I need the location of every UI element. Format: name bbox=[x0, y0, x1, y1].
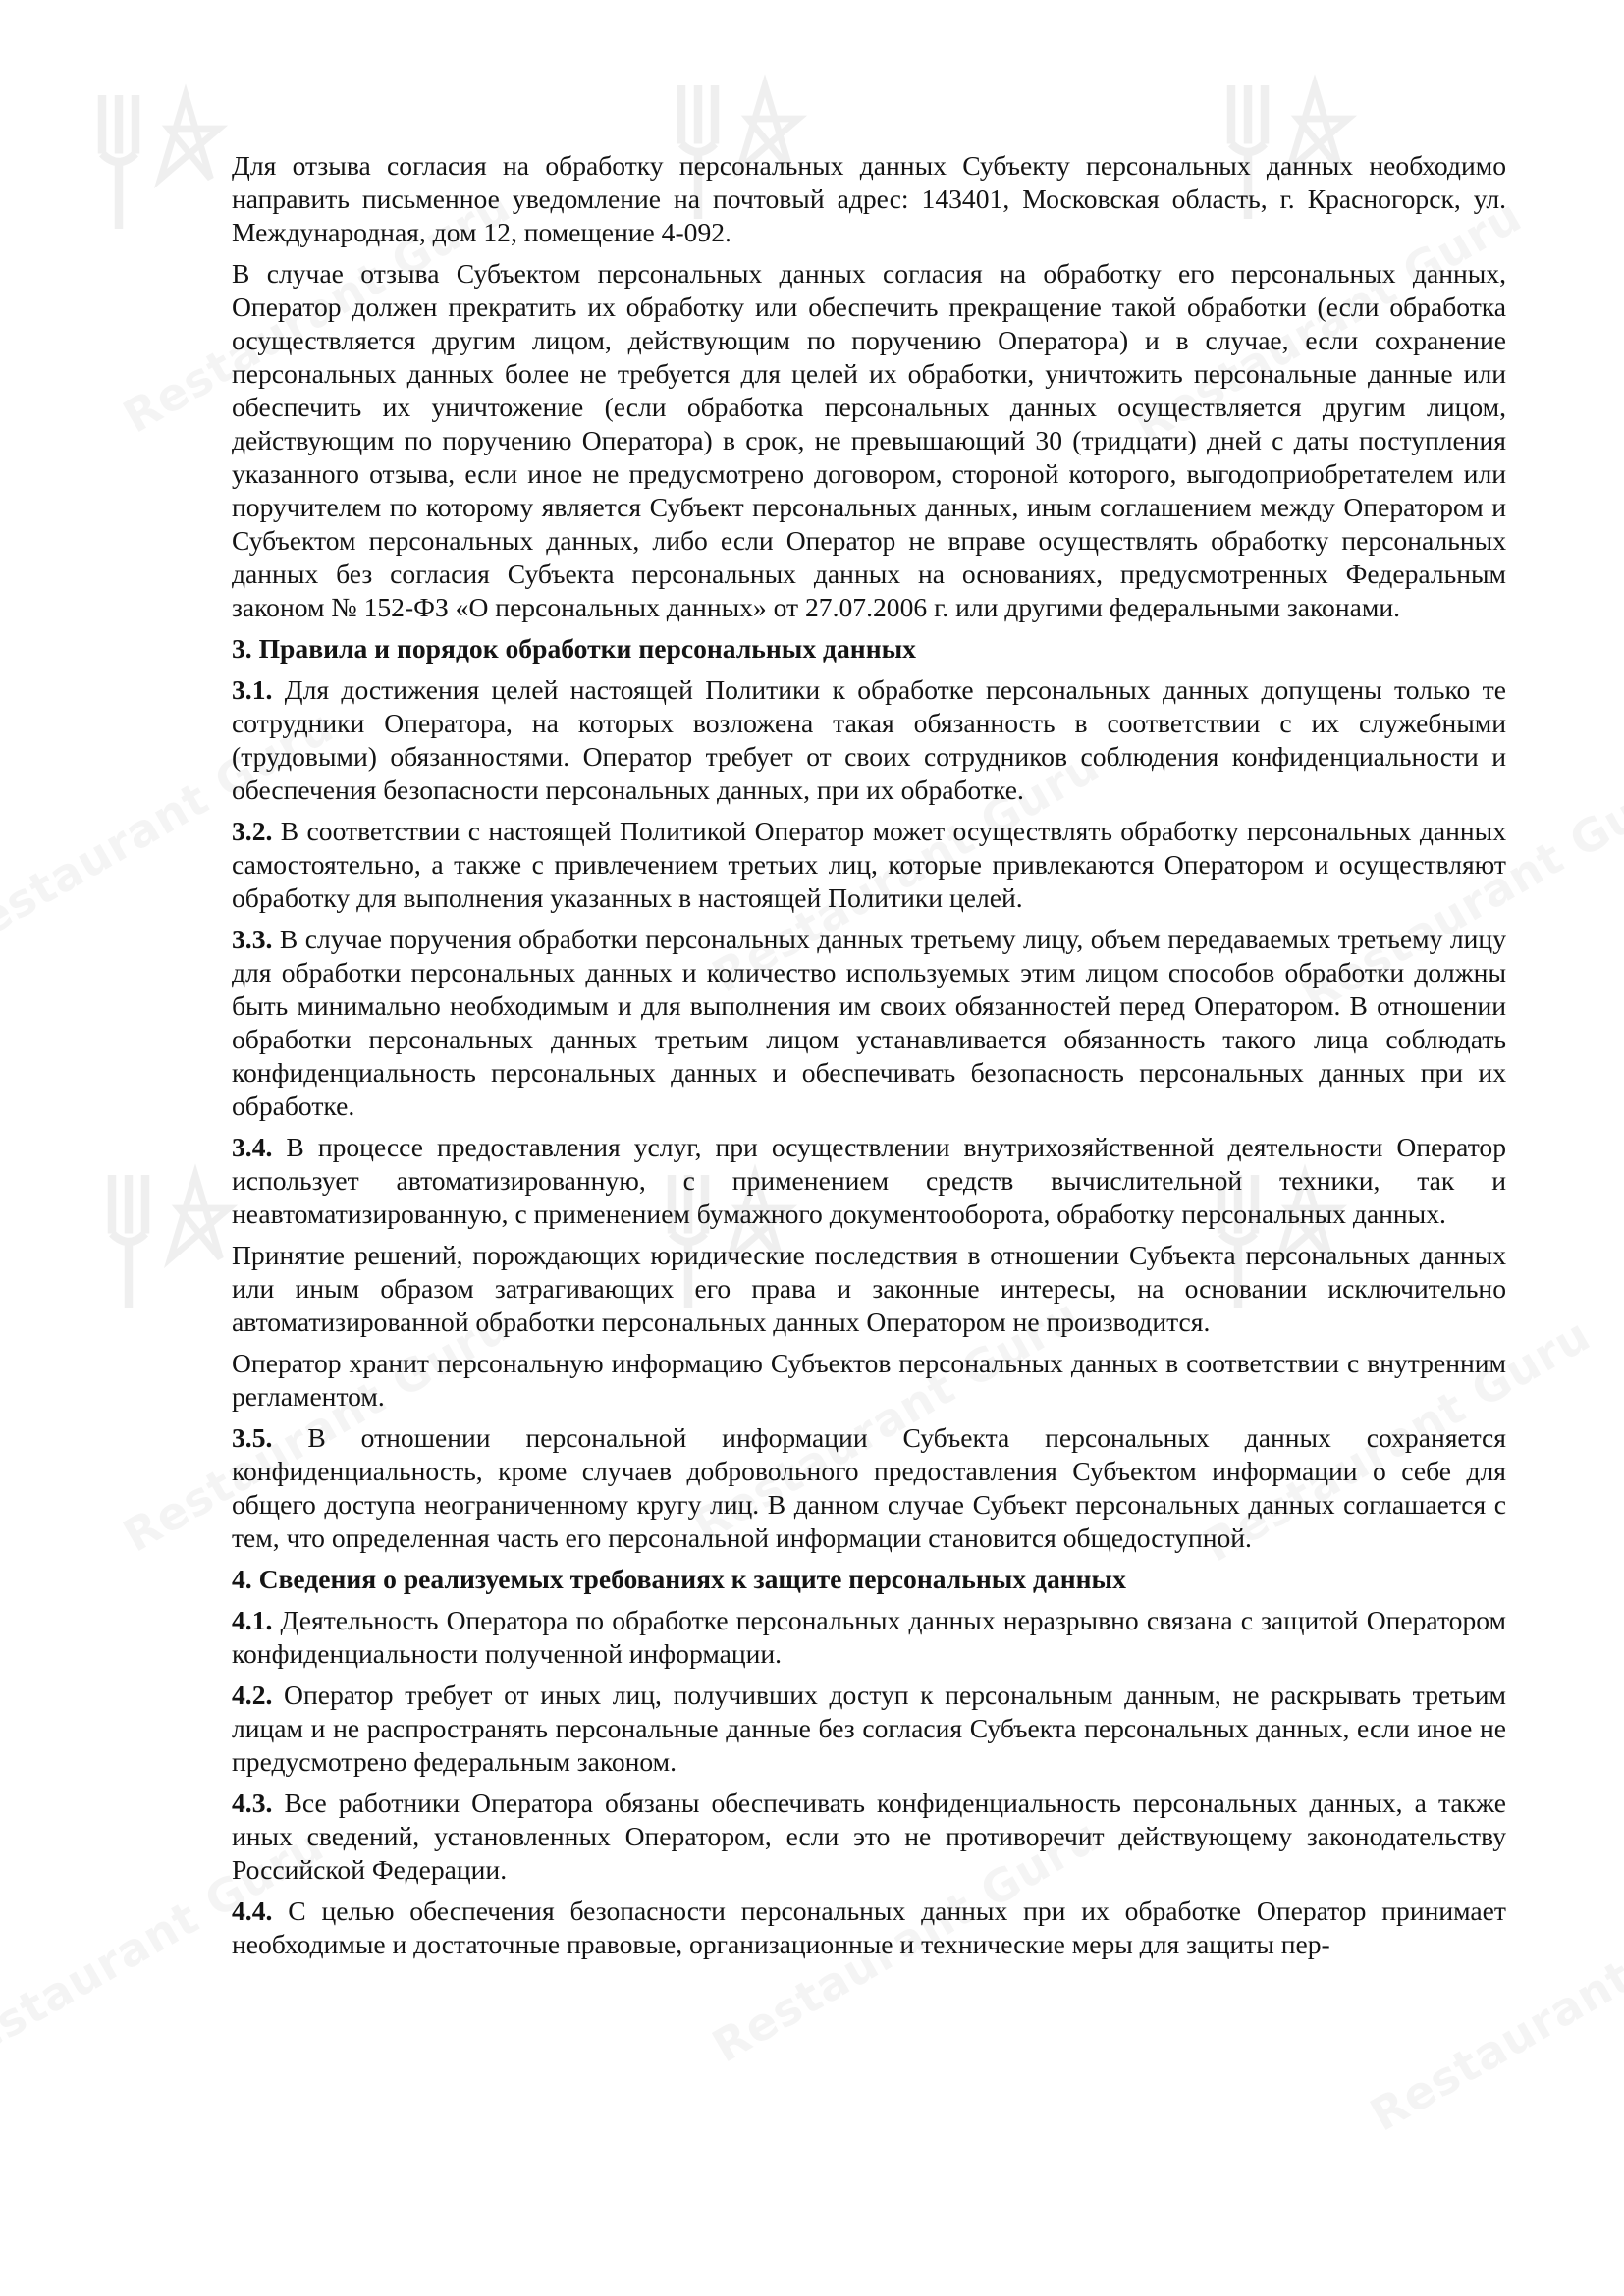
clause-4-3 bbox=[232, 1787, 1506, 1887]
restaurant-guru-logo-icon bbox=[69, 79, 236, 245]
restaurant-guru-logo-icon bbox=[79, 1158, 245, 1325]
clause-text: В случае поручения обработки персональных данных третьему лицу, объем передаваемых третьему лицу для обработки персональных данных и количество используемых этим лицом способов обработки должны быть минимально необходимым и для выполнения им своих обязанностей перед Оператором. В отношении обработки персональных данных третьим лицом устанавливается обязанность такого лица соблюдать конфиденциальность персональных данных и обеспечивать безопасность персональных данных при их обработке. bbox=[232, 924, 1506, 1121]
clause-4-4 bbox=[232, 1895, 1506, 1961]
paragraph-automated-decisions: Принятие решений, порождающих юридические последствия в отношении Субъекта персональных данных или иным образом затрагивающих его права и законные интересы, на основании исключительно автоматизированной обработки персональных данных Оператором не производится. bbox=[232, 1240, 1506, 1337]
clause-3-3 bbox=[232, 923, 1506, 1123]
clause-text: Оператор требует от иных лиц, получивших доступ к персональным данным, не раскрывать третьим лицам и не распространять персональные данные без согласия Субъекта персональных данных, если иное не предусмотрено федеральным законом. bbox=[232, 1680, 1506, 1777]
clause-text: В отношении персональной информации Субъекта персональных данных сохраняется конфиденциальность, кроме случаев добровольного предоставления Субъектом информации о себе для общего доступа неограниченному кругу лиц. В данном случае Субъект персональных данных соглашается с тем, что определенная часть его персональной информации становится общедоступной. bbox=[232, 1422, 1506, 1553]
paragraph-consent-withdrawal-address: Для отзыва согласия на обработку персональных данных Субъекту персональных данных необходимо направить письменное уведомление на почтовый адрес: 143401, Московская область, г. Красногорск, ул. Международная, дом 12, помещение 4-092. bbox=[232, 150, 1506, 247]
clause-text: Деятельность Оператора по обработке персональных данных неразрывно связана с защитой Оператором конфиденциальности полученной информации. bbox=[232, 1605, 1506, 1669]
clause-3-4 bbox=[232, 1131, 1506, 1231]
clause-number: 3.3. bbox=[232, 924, 273, 954]
clause-3-1 bbox=[232, 673, 1506, 807]
clause-number: 3.4. bbox=[232, 1132, 273, 1162]
paragraph-consent-withdrawal-consequences: В случае отзыва Субъектом персональных данных согласия на обработку его персональных данных, Оператор должен прекратить их обработку или обеспечить прекращение такой обработки (если обработка осуществляется другим лицом, действующим по поручению Оператора) и в случае, если сохранение персональных данных более не требуется для целей их обработки, уничтожить персональные данные или обеспечить их уничтожение (если обработка персональных данных осуществляется другим лицом, действующим по поручению Оператора) в срок, не превышающий 30 (тридцати) дней с даты поступления указанного отзыва, если иное не предусмотрено договором, стороной которого, выгодоприобретателем или поручителем по которому является Субъект персональных данных, иным соглашением между Оператором и Субъектом персональных данных, либо если Оператор не вправе осуществлять обработку персональных данных без согласия Субъекта персональных данных на основаниях, предусмотренных Федеральным законом № 152-ФЗ «О персональных данных» от 27.07.2006 г. или другими федеральными законами. bbox=[232, 258, 1506, 622]
clause-4-1 bbox=[232, 1604, 1506, 1671]
clause-number: 3.2. bbox=[232, 816, 273, 846]
clause-number: 4.3. bbox=[232, 1788, 273, 1818]
document-body bbox=[232, 149, 1506, 1969]
clause-number: 3.1. bbox=[232, 674, 273, 705]
section-heading-4: 4. Сведения о реализуемых требованиях к защите персональных данных bbox=[232, 1564, 1126, 1594]
clause-number: 4.2. bbox=[232, 1680, 273, 1710]
clause-text: В процессе предоставления услуг, при осуществлении внутрихозяйственной деятельности Оператор использует автоматизированную, с применением средств вычислительной техники, так и неавтоматизированную, с применением бумажного документооборота, обработку персональных данных. bbox=[232, 1132, 1506, 1229]
section-heading-3: 3. Правила и порядок обработки персональных данных bbox=[232, 633, 916, 664]
paragraph-storage: Оператор хранит персональную информацию Субъектов персональных данных в соответствии с внутренним регламентом. bbox=[232, 1348, 1506, 1412]
clause-3-2 bbox=[232, 815, 1506, 915]
clause-text: С целью обеспечения безопасности персональных данных при их обработке Оператор принимает необходимые и достаточные правовые, организационные и технические меры для защиты пер- bbox=[232, 1896, 1506, 1959]
clause-number: 4.1. bbox=[232, 1605, 273, 1635]
clause-number: 3.5. bbox=[232, 1422, 273, 1453]
clause-number: 4.4. bbox=[232, 1896, 273, 1926]
clause-text: В соответствии с настоящей Политикой Оператор может осуществлять обработку персональных данных самостоятельно, а также с привлечением третьих лиц, которые привлекаются Оператором и осуществляют обработку для выполнения указанных в настоящей Политики целей. bbox=[232, 816, 1506, 913]
clause-text: Все работники Оператора обязаны обеспечивать конфиденциальность персональных данных, а также иных сведений, установленных Оператором, если это не противоречит действующему законодательству Российской Федерации. bbox=[232, 1788, 1506, 1885]
clause-text: Для достижения целей настоящей Политики к обработке персональных данных допущены только те сотрудники Оператора, на которых возложена такая обязанность в соответствии с их служебными (трудовыми) обязанностями. Оператор требует от своих сотрудников соблюдения конфиденциальности и обеспечения безопасности персональных данных, при их обработке. bbox=[232, 674, 1506, 805]
clause-4-2 bbox=[232, 1679, 1506, 1779]
clause-3-5 bbox=[232, 1421, 1506, 1555]
